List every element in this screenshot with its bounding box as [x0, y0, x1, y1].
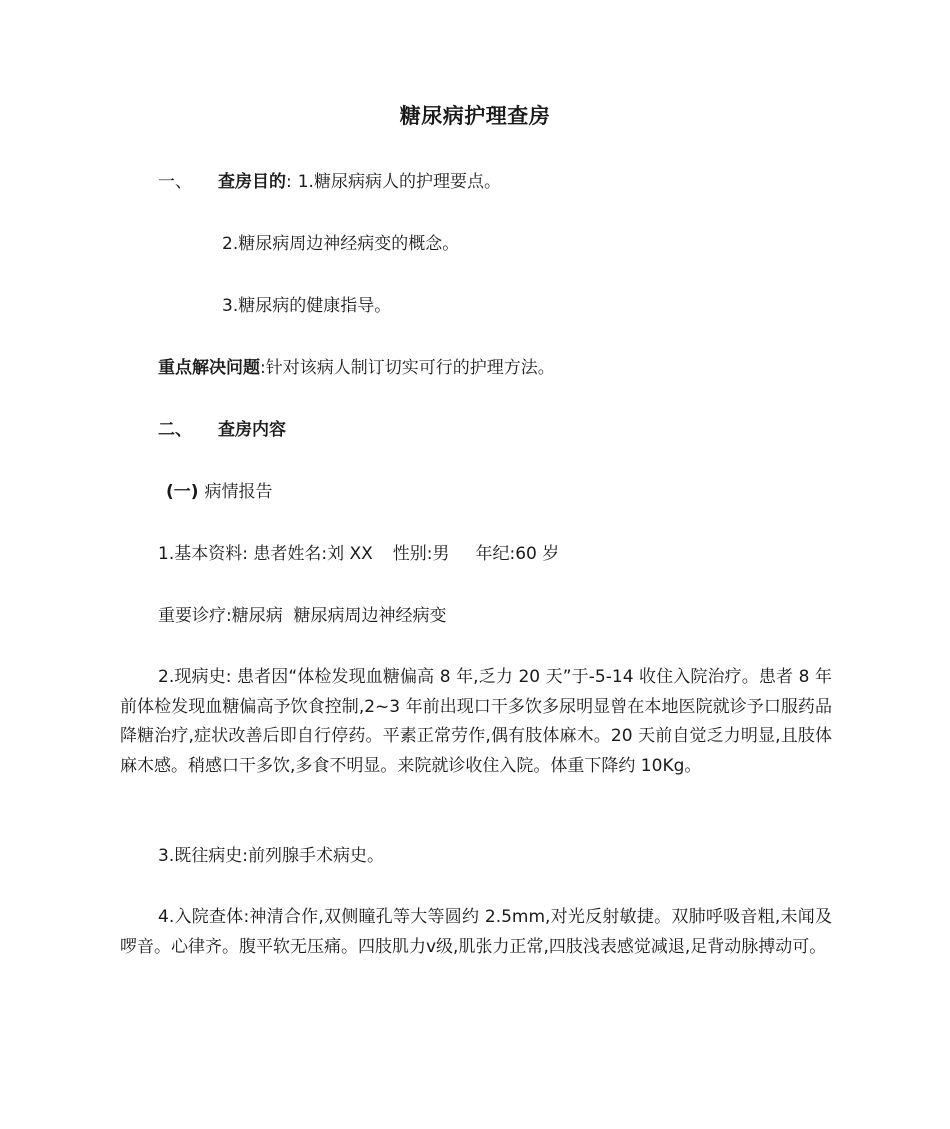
section1-purpose	[158, 170, 501, 194]
basic-info-age: 年纪:60 岁	[475, 544, 560, 564]
section2-heading	[158, 418, 286, 442]
key-issue-text: :针对该病人制订切实可行的护理方法。	[260, 358, 555, 378]
subsection-number: (一)	[166, 482, 199, 502]
physical-exam: 4.入院查体:神清合作,双侧瞳孔等大等圆约 2.5mm,对光反射敏捷。双肺呼吸音粗,未闻及啰音。心律齐。腹平软无压痛。四肢肌力ⅴ级,肌张力正常,四肢浅表感觉减退,足背动脉搏动可。	[120, 907, 832, 957]
basic-info-gender: 性别:男	[392, 544, 450, 564]
key-issue	[158, 356, 555, 380]
basic-info-name: 1.基本资料: 患者姓名:刘 XX	[158, 544, 373, 564]
section1-number: 一、	[158, 172, 192, 192]
past-history: 3.既往病史:前列腺手术病史。	[158, 846, 384, 866]
key-issue-label: 重点解决问题	[158, 358, 260, 378]
document-title: 糖尿病护理查房	[399, 104, 551, 128]
purpose-item-1: 1.糖尿病病人的护理要点。	[297, 172, 501, 192]
section1-label: 查房目的	[218, 172, 286, 192]
basic-info	[158, 542, 559, 566]
diagnosis: 重要诊疗:糖尿病 糖尿病周边神经病变	[158, 606, 447, 626]
subsection-label: 病情报告	[204, 482, 273, 502]
section2-number: 二、	[158, 420, 192, 440]
section1-sep: :	[286, 172, 292, 192]
purpose-item-3: 3.糖尿病的健康指导。	[222, 296, 392, 316]
subsection-heading	[166, 480, 273, 504]
section2-label: 查房内容	[218, 420, 286, 440]
purpose-item-2: 2.糖尿病周边神经病变的概念。	[222, 234, 460, 254]
current-history: 2.现病史: 患者因“体检发现血糖偏高 8 年,乏力 20 天”于-5-14 收住入院治疗。患者 8 年前体检发现血糖偏高予饮食控制,2~3 年前出现口干多饮多尿明显曾在本地医院就诊予口服药品降糖治疗,症状改善后即自行停药。平素正常劳作,偶有肢体麻木。20 天前自觉乏力明显,且肢体麻木感。稍感口干多饮,多食不明显。来院就诊收住入院。体重下降约 10Kg。	[120, 667, 832, 776]
